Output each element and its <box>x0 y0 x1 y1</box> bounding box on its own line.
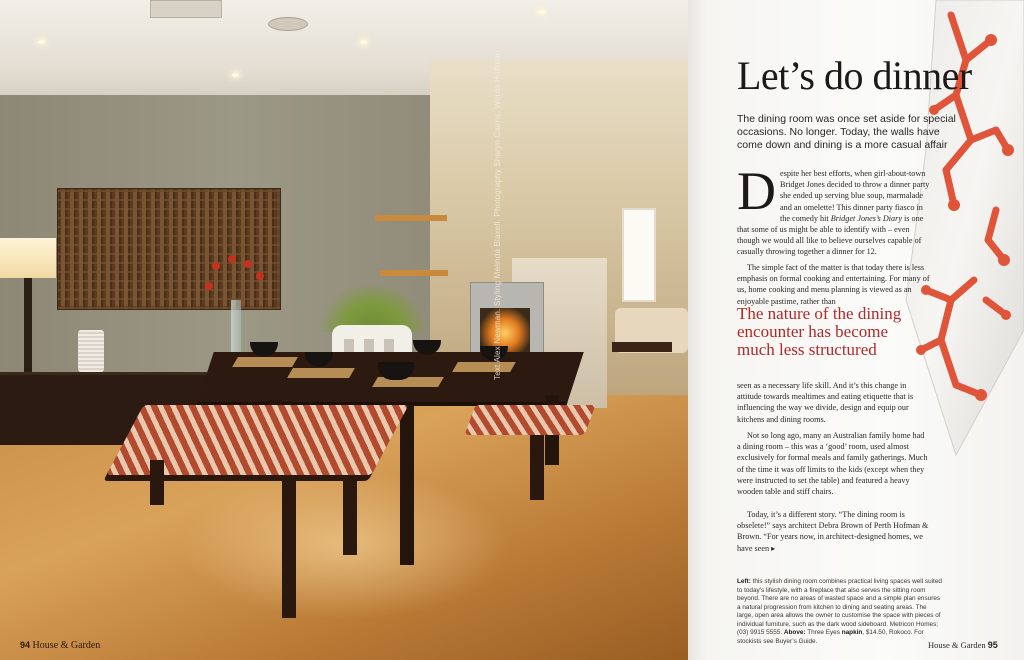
body-paragraph-5: Today, it’s a different story. “The dining room is obselete!” says architect Debra Brown of Perth Hofman & Brown. “For years now, in architect-designed homes, we have seen ▸ <box>737 510 929 553</box>
ceiling-vent <box>150 0 222 18</box>
caption-above-text-a: Three Eyes <box>805 629 842 636</box>
body-paragraph-3: seen as a necessary life skill. And it’s this change in attitude towards mealtimes and eating etiquette that is influencing the way we divide, design and equip our kitchens and dining rooms. <box>737 381 914 424</box>
glass-vase <box>231 300 241 355</box>
shelf <box>380 270 448 276</box>
downlight <box>232 73 239 77</box>
drop-cap: D <box>737 161 776 221</box>
striped-bench-rear <box>465 405 596 435</box>
right-page-magazine: House & Garden <box>928 640 986 650</box>
place-mat <box>372 377 444 387</box>
place-mat <box>287 368 355 378</box>
photo-credit: Text Alex Newman. Styling Melinda Blaxell. Photography Sharyn Cairns. Words Hoffman <box>493 50 502 380</box>
lamp-shade <box>0 238 56 278</box>
white-vase <box>78 330 104 372</box>
table-leg <box>400 405 414 565</box>
body-paragraph-1 <box>737 161 930 258</box>
para1-text-a: espite her best efforts, when girl-about-town Bridget Jones decided to throw a dinner party she ended up serving blue soup, marmalade and an omelette! This dinner party fiasco in the comedy hit <box>780 169 930 223</box>
caption-above-label: Above: <box>783 629 806 636</box>
para1-text-b: is one that some of us might be able to identify with – even though we would all like to believe ourselves capable of casually throwing together a dinner for 12. <box>737 213 924 257</box>
woven-wall-art <box>57 188 281 310</box>
red-flower <box>244 260 252 268</box>
left-page-number: 94 <box>20 640 31 650</box>
bench-leg <box>282 478 296 618</box>
caption-left-text: this stylish dining room combines practical living spaces well suited to today’s lifestyle, with a fireplace that also serves the sitting room beyond. There are no areas of wasted space and a simple plan ensures a natural progression from kitchen to dining and seating areas. The large, open area allows the owner to customise the space with pieces of individual furniture, such as the dark wood sideboard. Metricon Homes; (03) 9915 5555. <box>737 578 942 636</box>
bench-leg <box>343 475 357 555</box>
caption-left-label: Left: <box>737 578 751 585</box>
right-page-number: 95 <box>987 640 998 650</box>
pull-quote: The nature of the dining encounter has become much less structured <box>737 304 902 359</box>
article-title: Let’s do dinner <box>737 53 972 98</box>
place-mat <box>452 362 516 372</box>
caption-napkin-word: napkin <box>841 629 863 636</box>
coffee-table <box>612 342 672 352</box>
left-page-folio <box>20 640 100 651</box>
window <box>622 208 656 302</box>
downlight <box>538 10 545 14</box>
right-page-folio <box>928 640 998 650</box>
article-standfirst: The dining room was once set aside for special occasions. No longer. Today, the walls have come down and dining is a more casual affair <box>737 113 956 151</box>
bench-leg <box>150 460 164 505</box>
para1-book-title: Bridget Jones’s Diary <box>830 213 902 223</box>
red-flower <box>228 255 236 263</box>
red-flower <box>205 282 213 290</box>
shelf <box>375 215 447 221</box>
body-paragraph-4: Not so long ago, many an Australian family home had a dining room – this was a ‘good’ room, used almost exclusively for formal meals and family gatherings. Much of the time it was off limits to the kids (except when they were instructed to set the table) and featured a heavy wooden table and stiff chairs. <box>737 431 928 497</box>
downlight <box>360 40 367 44</box>
caption-above-text-b: , $14.50, Rokoco. For stockists see Buyer’s Guide. <box>737 629 924 645</box>
bench-leg <box>530 435 544 500</box>
red-flower <box>212 262 220 270</box>
photo-caption <box>737 578 942 646</box>
lamp-stand <box>24 278 32 378</box>
ceiling-round-vent <box>268 17 308 31</box>
place-mat <box>232 357 298 367</box>
left-page-magazine: House & Garden <box>32 640 101 651</box>
red-flower <box>256 272 264 280</box>
downlight <box>38 40 45 44</box>
body-paragraph-2: The simple fact of the matter is that today there is less emphasis on formal cooking and entertaining. For many of us, home cooking and menu planning is viewed as an enjoyable pastime, rather than <box>737 263 930 306</box>
